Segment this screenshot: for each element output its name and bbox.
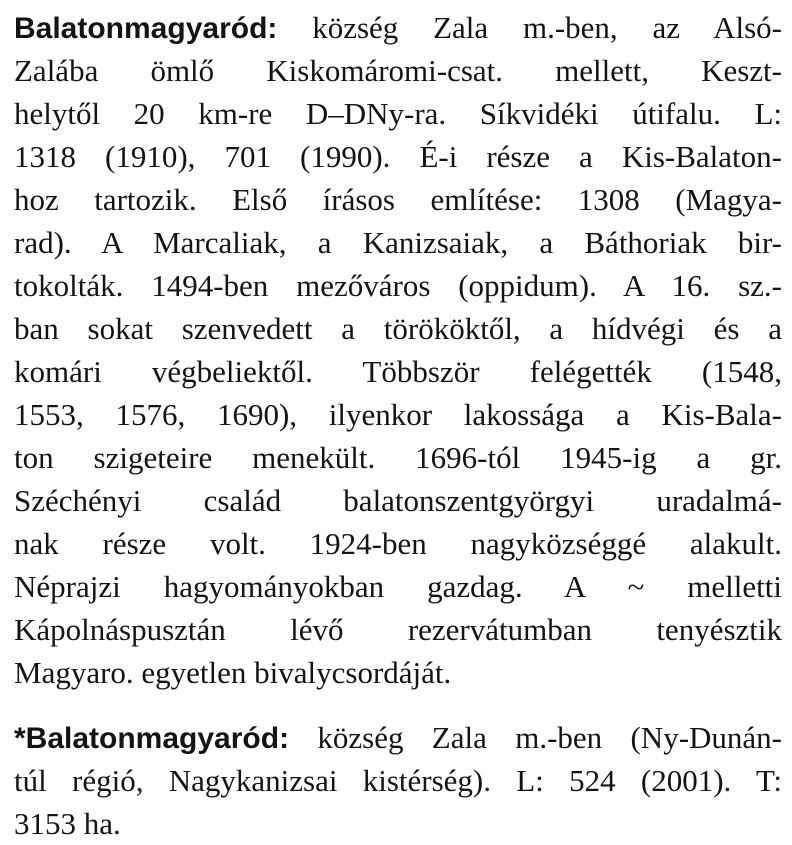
entry-line: 1553, 1576, 1690), ilyenkor lakossága a Kis-Bala- <box>14 397 782 432</box>
entry-line <box>14 6 782 49</box>
entry-line: rad). A Marcaliak, a Kanizsaiak, a Báthoriak bir- <box>14 225 782 260</box>
entry-balatonmagyarod <box>14 6 782 694</box>
entry-line-last: 3153 ha. <box>14 806 121 841</box>
entry-headword: *Balatonmagyaród: <box>14 722 290 755</box>
entry-line: Széchényi család balatonszentgyörgyi uradalmá- <box>14 483 782 518</box>
entry-line: nak része volt. 1924-ben nagyközséggé alakult. <box>14 526 782 561</box>
entry-separator <box>14 694 782 716</box>
entry-line: Zalába ömlő Kiskomáromi-csat. mellett, Keszt- <box>14 53 782 88</box>
entry-line: helytől 20 km-re D–DNy-ra. Síkvidéki útifalu. L: <box>14 96 782 131</box>
entry-line: Néprajzi hagyományokban gazdag. A ~ melletti <box>14 569 782 604</box>
entry-line: 1318 (1910), 701 (1990). É-i része a Kis-Balaton- <box>14 139 782 174</box>
entry-text: község Zala m.-ben, az Alsó- <box>277 10 782 45</box>
entry-line: tokolták. 1494-ben mezőváros (oppidum). A 16. sz.- <box>14 268 782 303</box>
entry-text: község Zala m.-ben (Ny-Dunán- <box>289 720 782 755</box>
entry-line: Kápolnáspusztán lévő rezervátumban tenyésztik <box>14 612 782 647</box>
entry-balatonmagyarod-update <box>14 716 782 845</box>
entry-line <box>14 716 782 759</box>
entry-line: hoz tartozik. Első írásos említése: 1308 (Magya- <box>14 182 782 217</box>
document-page <box>14 6 782 845</box>
entry-line: komári végbeliektől. Többször felégették (1548, <box>14 354 782 389</box>
entry-line: ton szigeteire menekült. 1696-tól 1945-ig a gr. <box>14 440 782 475</box>
entry-line: túl régió, Nagykanizsai kistérség). L: 524 (2001). T: <box>14 763 782 798</box>
entry-line-last: Magyaro. egyetlen bivalycsordáját. <box>14 655 452 690</box>
entry-line: ban sokat szenvedett a törököktől, a hídvégi és a <box>14 311 782 346</box>
entry-headword: Balatonmagyaród: <box>14 12 278 45</box>
